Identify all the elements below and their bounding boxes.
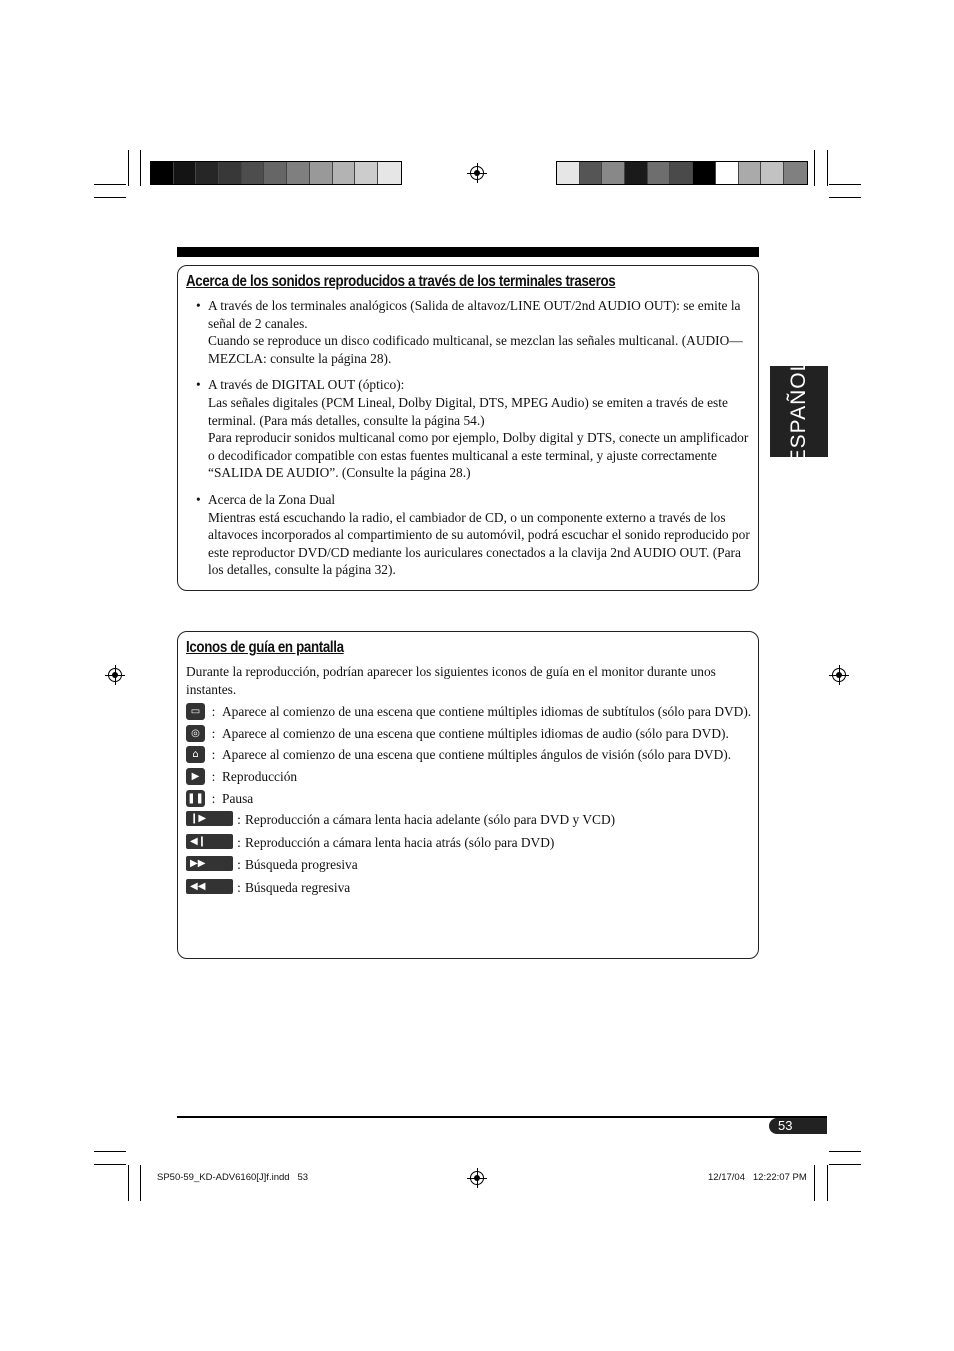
registration-mark-icon xyxy=(470,1171,484,1185)
crop-mark xyxy=(128,150,129,186)
icon-row: ❚❚ : Pausa xyxy=(186,790,752,808)
crop-mark xyxy=(94,1151,126,1152)
language-tab-label: ESPAÑOL xyxy=(787,358,810,464)
paragraph: • A través de DIGITAL OUT (óptico): xyxy=(208,377,405,393)
color-swatch xyxy=(557,162,580,184)
icon-row: ▶▶ : Búsqueda progresiva xyxy=(186,856,752,874)
language-tab xyxy=(770,358,828,464)
color-swatch xyxy=(739,162,762,184)
bullet-list xyxy=(186,297,758,579)
icon-description: Aparece al comienzo de una escena que contiene múltiples ángulos de visión (sólo para DVD). xyxy=(222,747,732,763)
color-swatch xyxy=(196,162,219,184)
icon-row: ◎ : Aparece al comienzo de una escena que contiene múltiples idiomas de audio (sólo para DVD). xyxy=(186,725,752,743)
crop-mark xyxy=(829,1164,861,1165)
bullet-item xyxy=(186,297,758,367)
color-swatch xyxy=(242,162,265,184)
page-number: 53 xyxy=(769,1118,827,1134)
fast-reverse-icon: ◀◀ xyxy=(186,879,233,894)
crop-mark xyxy=(829,184,861,185)
timestamp-slug: 12/17/04 12:22:07 PM xyxy=(708,1172,807,1183)
color-swatch xyxy=(602,162,625,184)
icon-description: Reproducción a cámara lenta hacia adelante (sólo para DVD y VCD) xyxy=(245,812,616,828)
subtitle-icon: ▭ xyxy=(186,703,205,720)
icon-row: ▶ : Reproducción xyxy=(186,768,752,786)
section-title: Iconos de guía en pantalla xyxy=(186,639,344,656)
file-slug: SP50-59_KD-ADV6160[J]f.indd 53 xyxy=(157,1172,309,1183)
icon-row: ▭ : Aparece al comienzo de una escena que contiene múltiples idiomas de subtítulos (sólo para DVD). xyxy=(186,703,752,721)
icon-row: ◀❙ : Reproducción a cámara lenta hacia atrás (sólo para DVD) xyxy=(186,834,752,852)
crop-mark xyxy=(827,1165,828,1201)
color-swatch xyxy=(333,162,356,184)
crop-mark xyxy=(94,184,126,185)
crop-mark xyxy=(140,150,141,186)
section-title: Acerca de los sonidos reproducidos a través de los terminales traseros xyxy=(186,273,616,290)
color-swatch xyxy=(174,162,197,184)
slow-reverse-icon: ◀❙ xyxy=(186,834,233,849)
color-swatch xyxy=(716,162,739,184)
color-swatch xyxy=(378,162,401,184)
paragraph: Mientras está escuchando la radio, el cambiador de CD, o un componente externo a través de los altavoces incorporados al compartimiento de su automóvil, podrá escuchar el sonido reproducido por este reproductor DVD/CD mediante los auriculares conectados a la clavija 2nd AUDIO OUT. (Para los detalles, consulte la página 32). xyxy=(208,509,750,578)
color-swatch xyxy=(648,162,671,184)
calibration-bar-left xyxy=(150,161,402,185)
icon-row: ⌂ : Aparece al comienzo de una escena que contiene múltiples ángulos de visión (sólo para DVD). xyxy=(186,746,752,764)
crop-mark xyxy=(829,197,861,198)
paragraph: Para reproducir sonidos multicanal como por ejemplo, Dolby digital y DTS, conecte un amplificador o decodificador compatible con estas fuentes multicanal a este terminal, y ajuste correctamente “SALIDA DE AUDIO”. (Consulte la página 28.) xyxy=(208,430,749,481)
icon-description: Aparece al comienzo de una escena que contiene múltiples idiomas de audio (sólo para DVD). xyxy=(222,725,729,741)
calibration-bar-right xyxy=(556,161,808,185)
icon-description: Búsqueda regresiva xyxy=(245,879,351,895)
crop-mark xyxy=(128,1165,129,1201)
bullet-item xyxy=(186,491,758,579)
icon-row: ❙▶ : Reproducción a cámara lenta hacia adelante (sólo para DVD y VCD) xyxy=(186,811,752,829)
color-swatch xyxy=(625,162,648,184)
paragraph: • A través de los terminales analógicos (Salida de altavoz/LINE OUT/2nd AUDIO OUT): se emite la señal de 2 canales. xyxy=(208,298,741,331)
crop-mark xyxy=(94,197,126,198)
icon-row: ◀◀ : Búsqueda regresiva xyxy=(186,879,752,897)
icon-description: Reproducción xyxy=(222,768,298,784)
color-swatch xyxy=(151,162,174,184)
registration-mark-icon xyxy=(470,166,484,180)
icon-description: Búsqueda progresiva xyxy=(245,857,358,873)
footer-rule xyxy=(177,1116,827,1118)
color-swatch xyxy=(693,162,716,184)
color-swatch xyxy=(784,162,807,184)
play-icon: ▶ xyxy=(186,768,205,785)
rear-terminals-section xyxy=(177,265,759,591)
color-swatch xyxy=(670,162,693,184)
header-rule xyxy=(177,247,759,257)
pause-icon: ❚❚ xyxy=(186,790,205,807)
fast-forward-icon: ▶▶ xyxy=(186,856,233,871)
icon-description: Pausa xyxy=(222,790,254,806)
color-swatch xyxy=(219,162,242,184)
angle-icon: ⌂ xyxy=(186,746,205,763)
slow-forward-icon: ❙▶ xyxy=(186,811,233,826)
paragraph: • Acerca de la Zona Dual xyxy=(208,491,336,507)
color-swatch xyxy=(264,162,287,184)
color-swatch xyxy=(310,162,333,184)
crop-mark xyxy=(814,1165,815,1201)
color-swatch xyxy=(761,162,784,184)
crop-mark xyxy=(94,1164,126,1165)
registration-mark-icon xyxy=(832,668,846,682)
crop-mark xyxy=(814,150,815,186)
crop-mark xyxy=(140,1165,141,1201)
paragraph: Cuando se reproduce un disco codificado multicanal, se mezclan las señales multicanal. (AUDIO—MEZCLA: consulte la página 28). xyxy=(208,333,743,366)
crop-mark xyxy=(827,150,828,186)
registration-mark-icon xyxy=(108,668,122,682)
bullet-item xyxy=(186,376,758,482)
color-swatch xyxy=(355,162,378,184)
icon-description: Aparece al comienzo de una escena que contiene múltiples idiomas de subtítulos (sólo para DVD). xyxy=(222,704,752,720)
intro-text: Durante la reproducción, podrían aparecer los siguientes iconos de guía en el monitor durante unos instantes. xyxy=(186,664,716,697)
color-swatch xyxy=(580,162,603,184)
on-screen-icons-section xyxy=(177,631,759,959)
paragraph: Las señales digitales (PCM Lineal, Dolby Digital, DTS, MPEG Audio) se emiten a través de este terminal. (Para más detalles, consulte la página 54.) xyxy=(208,394,728,428)
color-swatch xyxy=(287,162,310,184)
icon-description: Reproducción a cámara lenta hacia atrás (sólo para DVD) xyxy=(245,834,555,850)
audio-icon: ◎ xyxy=(186,725,205,742)
crop-mark xyxy=(829,1151,861,1152)
